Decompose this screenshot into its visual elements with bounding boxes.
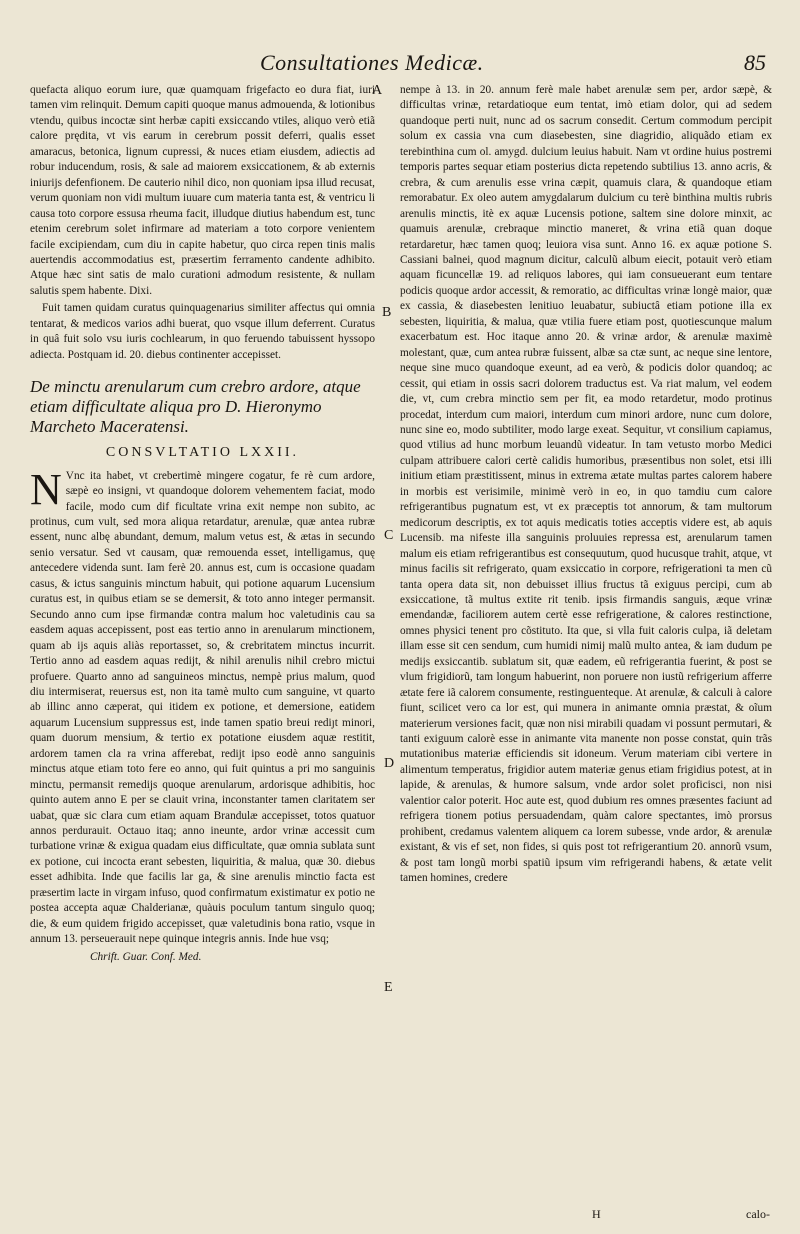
running-title: Consultationes Medicæ. bbox=[260, 50, 484, 75]
left-column bbox=[30, 83, 375, 967]
right-column bbox=[400, 83, 772, 889]
right-paragraph-1: nempe à 13. in 20. annum ferè male habet arenulæ sem per, ardor sæpè, & difficultas vrinæ, retardatioque eum tentat, imò etiam dolor, qui ad sedem quandoque perti nuit, nunc ad os sacrum consedit. Certum commodum percipit solum ex cassia vna cum diasebesten, sine diagridio, aliquãdo etiam ex terebinthina cum ol. amygd. dulcium leuius habuit. Nam vt ordine huius postremi temporis partes sequar etiam posterius dicta repetendo subtilius 13. anno acris, & crebra, & cum arenulis esse vrina cæpit, quamuis clara, & quandoque etiam remorabatur. Ex oleo autem amygdalarum dulcium cu terè binthina multis rubris arenulis minctis, itè ex aquæ Lucensis potione, saltem sine dolore minxit, ac quamuis arenulæ, crebraque minctio maneret, & vrina etiã quan doque retardaretur, hæc tamen quoq; leuiora visa sunt. Anno 16. ex aquæ potione S. Cassiani balnei, quod magnum dicitur, calculũ album eiecit, potauit verò etiam aquam ficuncellæ 19. ad reliquos labores, qui iam consueuerant eum tentare podicis quoque ardor accessit, & remoratio, ac difficultas vrinæ longè maior, quæ ex cassia, & diasebesten lenitiuo leuabatur, subiuctâ etiam potione illa ex sebesten, liquiritia, & malua, quæ vtilia fuere etiam post, quotiescunque malum exacerbatum est. Hoc itaque anno 20. & vrinæ ardor, & arenulæ maximè molestant, quæ, cum antea rubræ fuissent, albæ sa ctæ sunt, ac neque sine lentore, neque sine muco quandoque exeunt, ad ea verò, & podicis dolor quandoq; ac cessit, qui etiam in ossis sacri dolorem traductus est. Va riat malum, vel eodem die, vt, cum crebra minctio sem per fit, ea modo retardetur, modo protinus procedat, interdum cum maiori, interdum cum minori ardore, nunc cum dolore, nunc sine eo, modo subtiliter, modo large exeat. Sequitur, vt consilium capiamus, quod vtilius ad hunc morbum leuandũ videatur. In tam vetusto morbo Medici culpam attribuere calori certè calidis humoribus, præsentibus non solet, etsi illi initium etiam præstitissent, minus in extrema ætate multas partes calorem habere in morbis est verisimile, minimè verò in eo, in quo tamdiu cum calore refrigerantibus pugnatum est, vt ex præceptis tot annorum, & tam multorum medicorum descriptis, ex tot aquis medicatis toties acceptis videre est, ab aquis Lucensib. ma nifeste illa sanguinis proluuies repressa est, arenularum tamen malum eis etiam refrigerantibus est consequutum, quod hucusque trahit, atque, vt minus facilis sit refrigerato, quam exsiccatio in corpore, refrigerationi ta men cũ tanta opera data sit, non debuisset illius fructus tã exiguus percipi, cum ab exsiccatione, tã multus extite rit tenib. ipsis firmandis sanguis, æque vrinæ emendandæ, faciliorem autem certè esse refrigeratione, & calores restinctione, omnes physici tenent pro cõstituto. Ita que, si vlla fuit caloris culpa, iã deletam illam esse sit cen sendum, cum humidi nimij malũ multo antea, & iam dudum pe medijs exsiccantib. sublatum sit, quæ eadem, eũ refrigerantia fuerint, & post se vlum frigidiorũ, tam longum habuerint, non poruere non iustũ refrigerium afferre ætate fere iã calorem consumente, restinguenteque. At arenulæ, & calculi à calore fiunt, scilicet vero ca lor est, qui munera in animante omnia præstat, & oĩum materierum versiones facit, quæ non nisi mirabili quadam vi possunt permutari, & tanti exiguum calorè esse in animante vita manente non posse constat, quin trãs mutationibus materiæ efficiendis sit idoneum. Verum materiam cibi vertere in alimentum temperatus, frigidior autem materiæ genus etiam frigidius potest, at in lapide, & arenulas, & humore salsum, vnde ardor solet proficisci, non nisi valentior calor poterit. Hoc aute est, quod dubium res omnes præsentes faciunt ad refrigera tionem potius persuadendam, quàm calore spectantes, imò prorsus prohibent, credamus valentem aliquem ca lorem subesse, vnde ardor, & arenulæ existant, & vis ef set, non fides, si quis post tot refrigerantium 20. annorũ vsum, & post tam longũ morbi spatiũ ipsum vim refrigerandi habens, & ætate velit tamen homines, credere bbox=[400, 84, 772, 885]
margin-letter-b: B bbox=[382, 305, 392, 320]
signature-line: Chrift. Guar. Conf. Med. bbox=[90, 950, 202, 963]
left-paragraph-3 bbox=[30, 464, 375, 948]
page-number: 85 bbox=[744, 50, 766, 75]
margin-letter-d: D bbox=[384, 756, 395, 771]
catchword: calo- bbox=[746, 1207, 770, 1221]
margin-letter-e: E bbox=[384, 980, 393, 995]
margin-letter-c: C bbox=[384, 528, 394, 543]
left-paragraph-3-text: Vnc ita habet, vt crebertimè mingere cogatur, fe rè cum ardore, sæpè eo insigni, vt quandoque dolorem vehementem faciat, modo facile, modo cum dif ficultate vrina exit nempe non subito, ac protinus, cum vult, sed mora aliqua retardatur, arenulæ, quæ antea rubræ essent, nunc albę abundant, demum, malum vetus est, & ætas in secundo senio versatur. Sed vt causam, quæ remouenda esset, intelligamus, quę antecedere videnda sunt. Iam ferè 20. annus est, cum is occasione quadam casus, & ictus sanguinis minctum habuit, qui potione aquarum Lucensium curatus est, in quibus etiam se se demersit, & toto anno integer permansit. Secundo anno cum ipse firmandæ contra malum hoc valetudinis cau sa easdem aquas accepissent, post eas tertio anno in arenularum minctionem, quam ab ijs aquis aliàs reportasset, so, & crebritatem minctus incurrit. Tertio anno ad easdem aquas redijt, & nihil arenulis nihil crebro mictui profuere. Quarto anno ad sanguineos minctus, nempè prius malum, quod diu intermiserat, reuersus est, non ita tamè multo cum sanguine, vt quarto ab illinc anno cæperat, qui itidem ex potione, et demersione, eatidem aquarum Lucensium suppressus est, inde tamen spatio breui rediȷt minori, quam duorum mensium, & tertio ex potatione eiusdem aquæ restitit, ardorem tamen cla ra vrina afferebat, redijt ipso eodè anno sanguinis minctus atque etiam toto fere eo anno, qui fuit quintus a pri mo sanguinis minctu, permansit remedijs quoque arenularum, ardorisque adhibitis, hoc quinto autem anno E per se clauit vrina, inconstanter tamen claritatem ser uabat, quæ sic clara cum etiam aquam Brandulæ accepisset, totos quatuor annos perdurauit. Octauo itaq; anno ineunte, ardor vrinæ accessit cum turbatione vrinæ & exigua quadam eius difficultate, quæ omnia sublata sunt ex potione, cui incocta erant sebesten, liquiritia, & malua, quæ 30. diebus esset adhibita. Inde que facilis lar ga, & sine arenulis minctio facta est præsertim lacte in virgam infuso, quod confirmatum existimatur ex potio ne postea accepta aquæ Chalderianæ, quàuis poculum tantum singulo quoq; die, & eum quidem frigido accepisset, quæ valetudinis bona ratio, vsque in annum 13. perseuerauit nepe quinque integris annis. Inde hue vsq; bbox=[30, 469, 375, 946]
left-paragraph-2: Fuit tamen quidam curatus quinquagenarius similiter affectus qui omnia tentarat, & medicos varios adhi buerat, quo vsque illum deferrent. Curatus in quâ fuit solo vsu iuris cochlearum, in quo feruendo tabuissent hyssopo adiecta. Postquam id. 20. diebus continenter accepisset. bbox=[30, 302, 375, 361]
drop-cap: N bbox=[30, 464, 62, 514]
margin-letter-a: A bbox=[372, 83, 383, 98]
left-paragraph-1: quefacta aliquo eorum iure, quæ quamquam frigefacto eo dura fiat, iuri tamen vim relinquit. Demum capiti quoque manus admouenda, & lotionibus vtendu, quibus incoctæ sint herbæ capiti exsiccando vtiles, aliquo verò etiã calore prędita, vt vis earum in cerebrum possit deferri, qualis esset amaracus, betonica, lignum cupressi, & nuces etiam eiusdem, adiectis ad robur inducendum, rosis, & sale ad maiorem exsiccationem, & ab externis iniurijs defenfionem. De cauterio nihil dico, non quoniam ipsa illud recusat, verum quoniam non vidi multum iuuare cum materia tanta est, & ventricu li causa toto corpore essusa rheuma facit, illudque diutius habendum est, tunc etenim cerebrum solet infirmare ad materiam a toto corpore venientem facile excipiendam, cum diu in capite habetur, quo circa repen tinis malis auertendis accommodatius est, præsertim ferramento candente adhibito. Atque hæc sint satis de malo curationi admodum resistente, & nullam salutis spem habente. Dixi. bbox=[30, 84, 375, 297]
consultation-heading: De minctu arenularum cum crebro ardore, atque etiam difficultate aliqua pro D. Hieronymo Marcheto Maceratensi. bbox=[30, 377, 361, 437]
page-header bbox=[0, 44, 800, 84]
consultation-number: CONSVLTATIO LXXII. bbox=[105, 445, 300, 461]
signature-mark: H bbox=[592, 1207, 601, 1221]
